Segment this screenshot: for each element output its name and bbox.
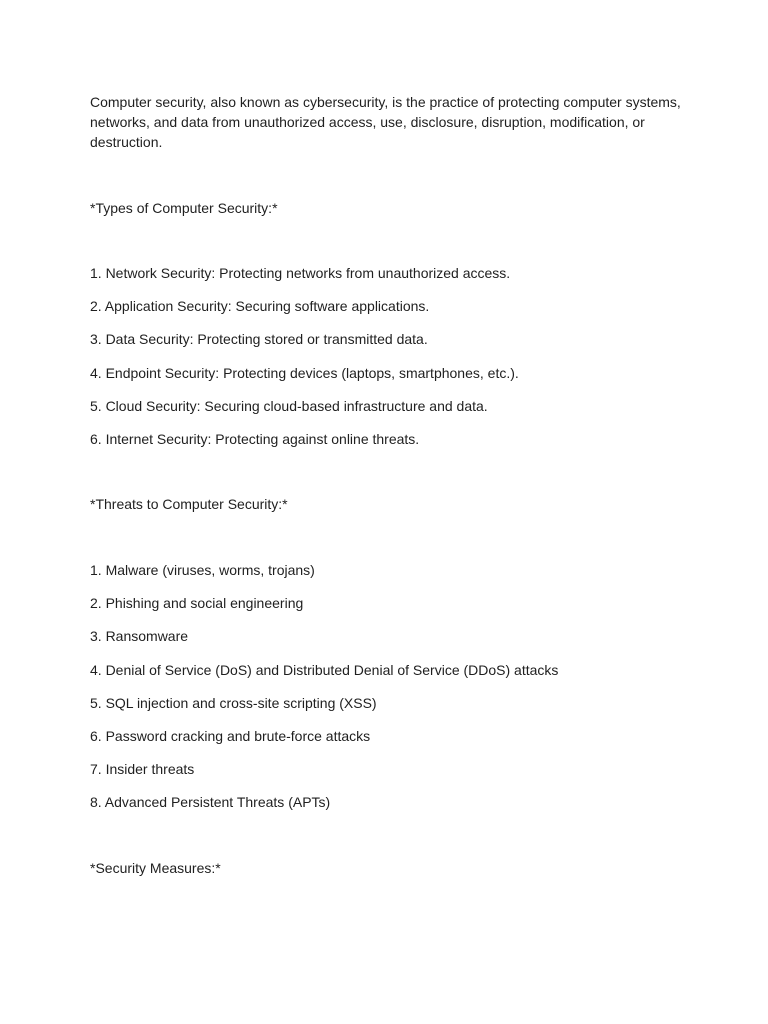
- measures-heading: *Security Measures:*: [90, 860, 221, 877]
- list-item: 6. Password cracking and brute-force attacks: [90, 727, 371, 744]
- list-item: 5. SQL injection and cross-site scripting (XSS): [90, 694, 377, 711]
- list-item: 1. Network Security: Protecting networks from unauthorized access.: [90, 265, 511, 281]
- types-list: [90, 263, 690, 449]
- list-item: 3. Ransomware: [90, 628, 189, 645]
- list-item: 3. Data Security: Protecting stored or transmitted data.: [90, 331, 428, 348]
- list-item: 6. Internet Security: Protecting against online threats.: [90, 430, 420, 447]
- list-item: 1. Malware (viruses, worms, trojans): [90, 561, 315, 578]
- threats-list: [90, 560, 690, 812]
- list-item: 2. Phishing and social engineering: [90, 595, 304, 612]
- list-item: 8. Advanced Persistent Threats (APTs): [90, 794, 331, 811]
- list-item: 5. Cloud Security: Securing cloud-based infrastructure and data.: [90, 397, 488, 414]
- list-item: 4. Denial of Service (DoS) and Distributed Denial of Service (DDoS) attacks: [90, 661, 559, 678]
- intro-paragraph: Computer security, also known as cybersecurity, is the practice of protecting computer systems, networks, and data from unauthorized access, use, disclosure, disruption, modification, or destruction.: [90, 94, 681, 150]
- document-body: [90, 92, 690, 878]
- list-item: 4. Endpoint Security: Protecting devices (laptops, smartphones, etc.).: [90, 364, 519, 381]
- types-heading: *Types of Computer Security:*: [90, 200, 278, 216]
- threats-heading: *Threats to Computer Security:*: [90, 495, 288, 512]
- list-item: 2. Application Security: Securing software applications.: [90, 298, 430, 315]
- list-item: 7. Insider threats: [90, 761, 195, 778]
